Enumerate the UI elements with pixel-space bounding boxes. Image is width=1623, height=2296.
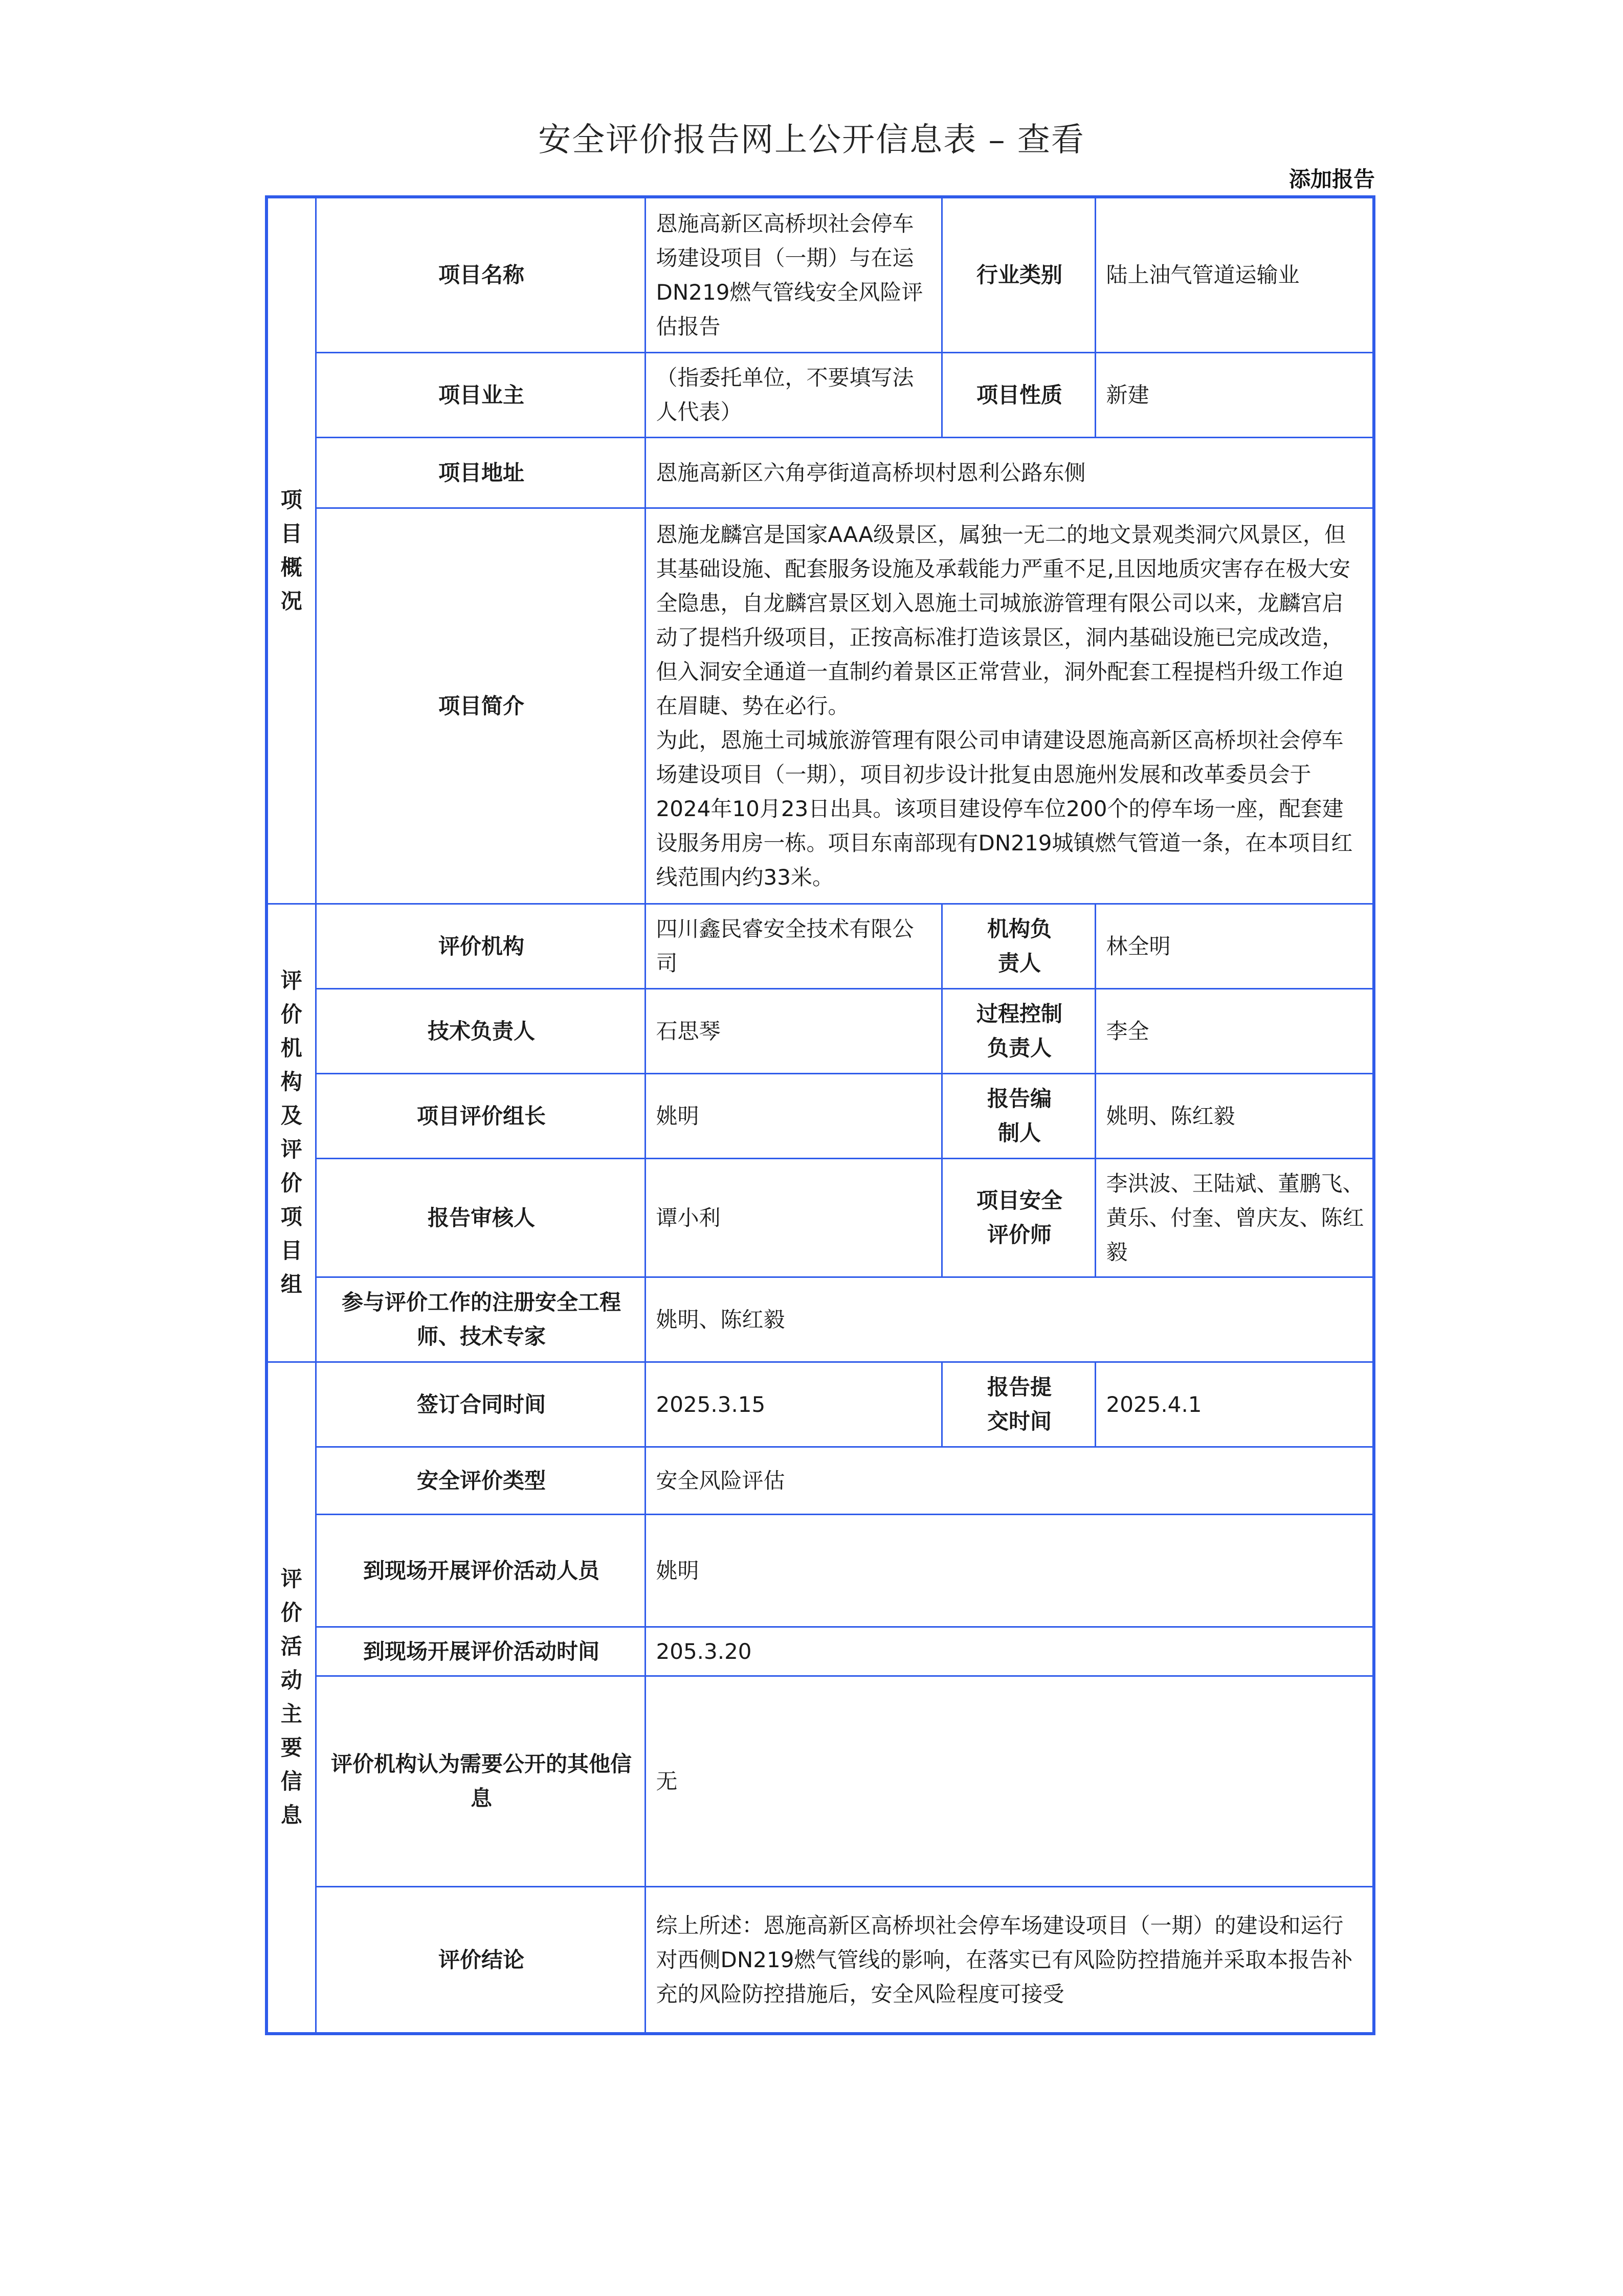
project-name-label: 项目名称 [316, 197, 645, 352]
reviewer-label: 报告审核人 [316, 1158, 645, 1277]
nature-label: 项目性质 [942, 352, 1095, 437]
section-activity: 评价活动主要信息 [266, 1362, 316, 2034]
leader-label: 项目评价组长 [316, 1073, 645, 1158]
intro-label: 项目简介 [316, 508, 645, 904]
page-title: 安全评价报告网上公开信息表 – 查看 [538, 121, 1085, 159]
reviewer-value: 谭小利 [645, 1158, 942, 1277]
process-head-value: 李全 [1095, 988, 1374, 1073]
add-report-link[interactable]: 添加报告 [1288, 167, 1375, 192]
org-value: 四川鑫民睿安全技术有限公司 [645, 904, 942, 988]
submit-date-label: 报告提交时间 [942, 1362, 1095, 1447]
other-info-value: 无 [645, 1676, 1374, 1886]
site-time-value: 205.3.20 [645, 1627, 1374, 1676]
industry-value: 陆上油气管道运输业 [1095, 197, 1374, 352]
site-staff-label: 到现场开展评价活动人员 [316, 1514, 645, 1627]
compiler-label: 报告编制人 [942, 1073, 1095, 1158]
submit-date-value: 2025.4.1 [1095, 1362, 1374, 1447]
conclusion-label: 评价结论 [316, 1886, 645, 2034]
tech-head-value: 石思琴 [645, 988, 942, 1073]
process-head-label: 过程控制负责人 [942, 988, 1095, 1073]
section-team: 评价机构及评价项目组 [266, 904, 316, 1362]
address-value: 恩施高新区六角亭街道高桥坝村恩利公路东侧 [645, 437, 1374, 508]
org-head-label: 机构负责人 [942, 904, 1095, 988]
site-staff-value: 姚明 [645, 1514, 1374, 1627]
type-value: 安全风险评估 [645, 1447, 1374, 1514]
org-label: 评价机构 [316, 904, 645, 988]
intro-paragraph-2: 为此，恩施土司城旅游管理有限公司申请建设恩施高新区高桥坝社会停车场建设项目（一期），项目初步设计批复由恩施州发展和改革委员会于2024年10月23日出具。该项目建设停车位200个的停车场一座，配套建设服务用房一栋。项目东南部现有DN219城镇燃气管道一条，在本项目红线范围内约33米。 [656, 727, 1353, 890]
leader-value: 姚明 [645, 1073, 942, 1158]
project-name-value: 恩施高新区高桥坝社会停车场建设项目（一期）与在运DN219燃气管线安全风险评估报告 [645, 197, 942, 352]
conclusion-value: 综上所述：恩施高新区高桥坝社会停车场建设项目（一期）的建设和运行对西侧DN219燃气管线的影响，在落实已有风险防控措施并采取本报告补充的风险防控措施后，安全风险程度可接受 [645, 1886, 1374, 2034]
intro-paragraph-1: 恩施龙麟宫是国家AAA级景区，属独一无二的地文景观类洞穴风景区，但其基础设施、配套服务设施及承载能力严重不足,且因地质灾害存在极大安全隐患，自龙麟宫景区划入恩施土司城旅游管理有限公司以来，龙麟宫启动了提档升级项目，正按高标准打造该景区，洞内基础设施已完成改造，但入洞安全通道一直制约着景区正常营业，洞外配套工程提档升级工作迫在眉睫、势在必行。 [656, 522, 1350, 718]
tech-head-label: 技术负责人 [316, 988, 645, 1073]
contract-date-value: 2025.3.15 [645, 1362, 942, 1447]
engineers-value: 姚明、陈红毅 [645, 1277, 1374, 1362]
org-head-value: 林全明 [1095, 904, 1374, 988]
other-info-label: 评价机构认为需要公开的其他信息 [316, 1676, 645, 1886]
engineers-label: 参与评价工作的注册安全工程师、技术专家 [316, 1277, 645, 1362]
evaluators-value: 李洪波、王陆斌、董鹏飞、黄乐、付奎、曾庆友、陈红毅 [1095, 1158, 1374, 1277]
info-table [265, 195, 1375, 2035]
contract-date-label: 签订合同时间 [316, 1362, 645, 1447]
evaluators-label: 项目安全评价师 [942, 1158, 1095, 1277]
intro-value [645, 508, 1374, 904]
type-label: 安全评价类型 [316, 1447, 645, 1514]
owner-value: （指委托单位，不要填写法人代表） [645, 352, 942, 437]
section-overview: 项目概况 [266, 197, 316, 904]
owner-label: 项目业主 [316, 352, 645, 437]
nature-value: 新建 [1095, 352, 1374, 437]
industry-label: 行业类别 [942, 197, 1095, 352]
compiler-value: 姚明、陈红毅 [1095, 1073, 1374, 1158]
site-time-label: 到现场开展评价活动时间 [316, 1627, 645, 1676]
address-label: 项目地址 [316, 437, 645, 508]
